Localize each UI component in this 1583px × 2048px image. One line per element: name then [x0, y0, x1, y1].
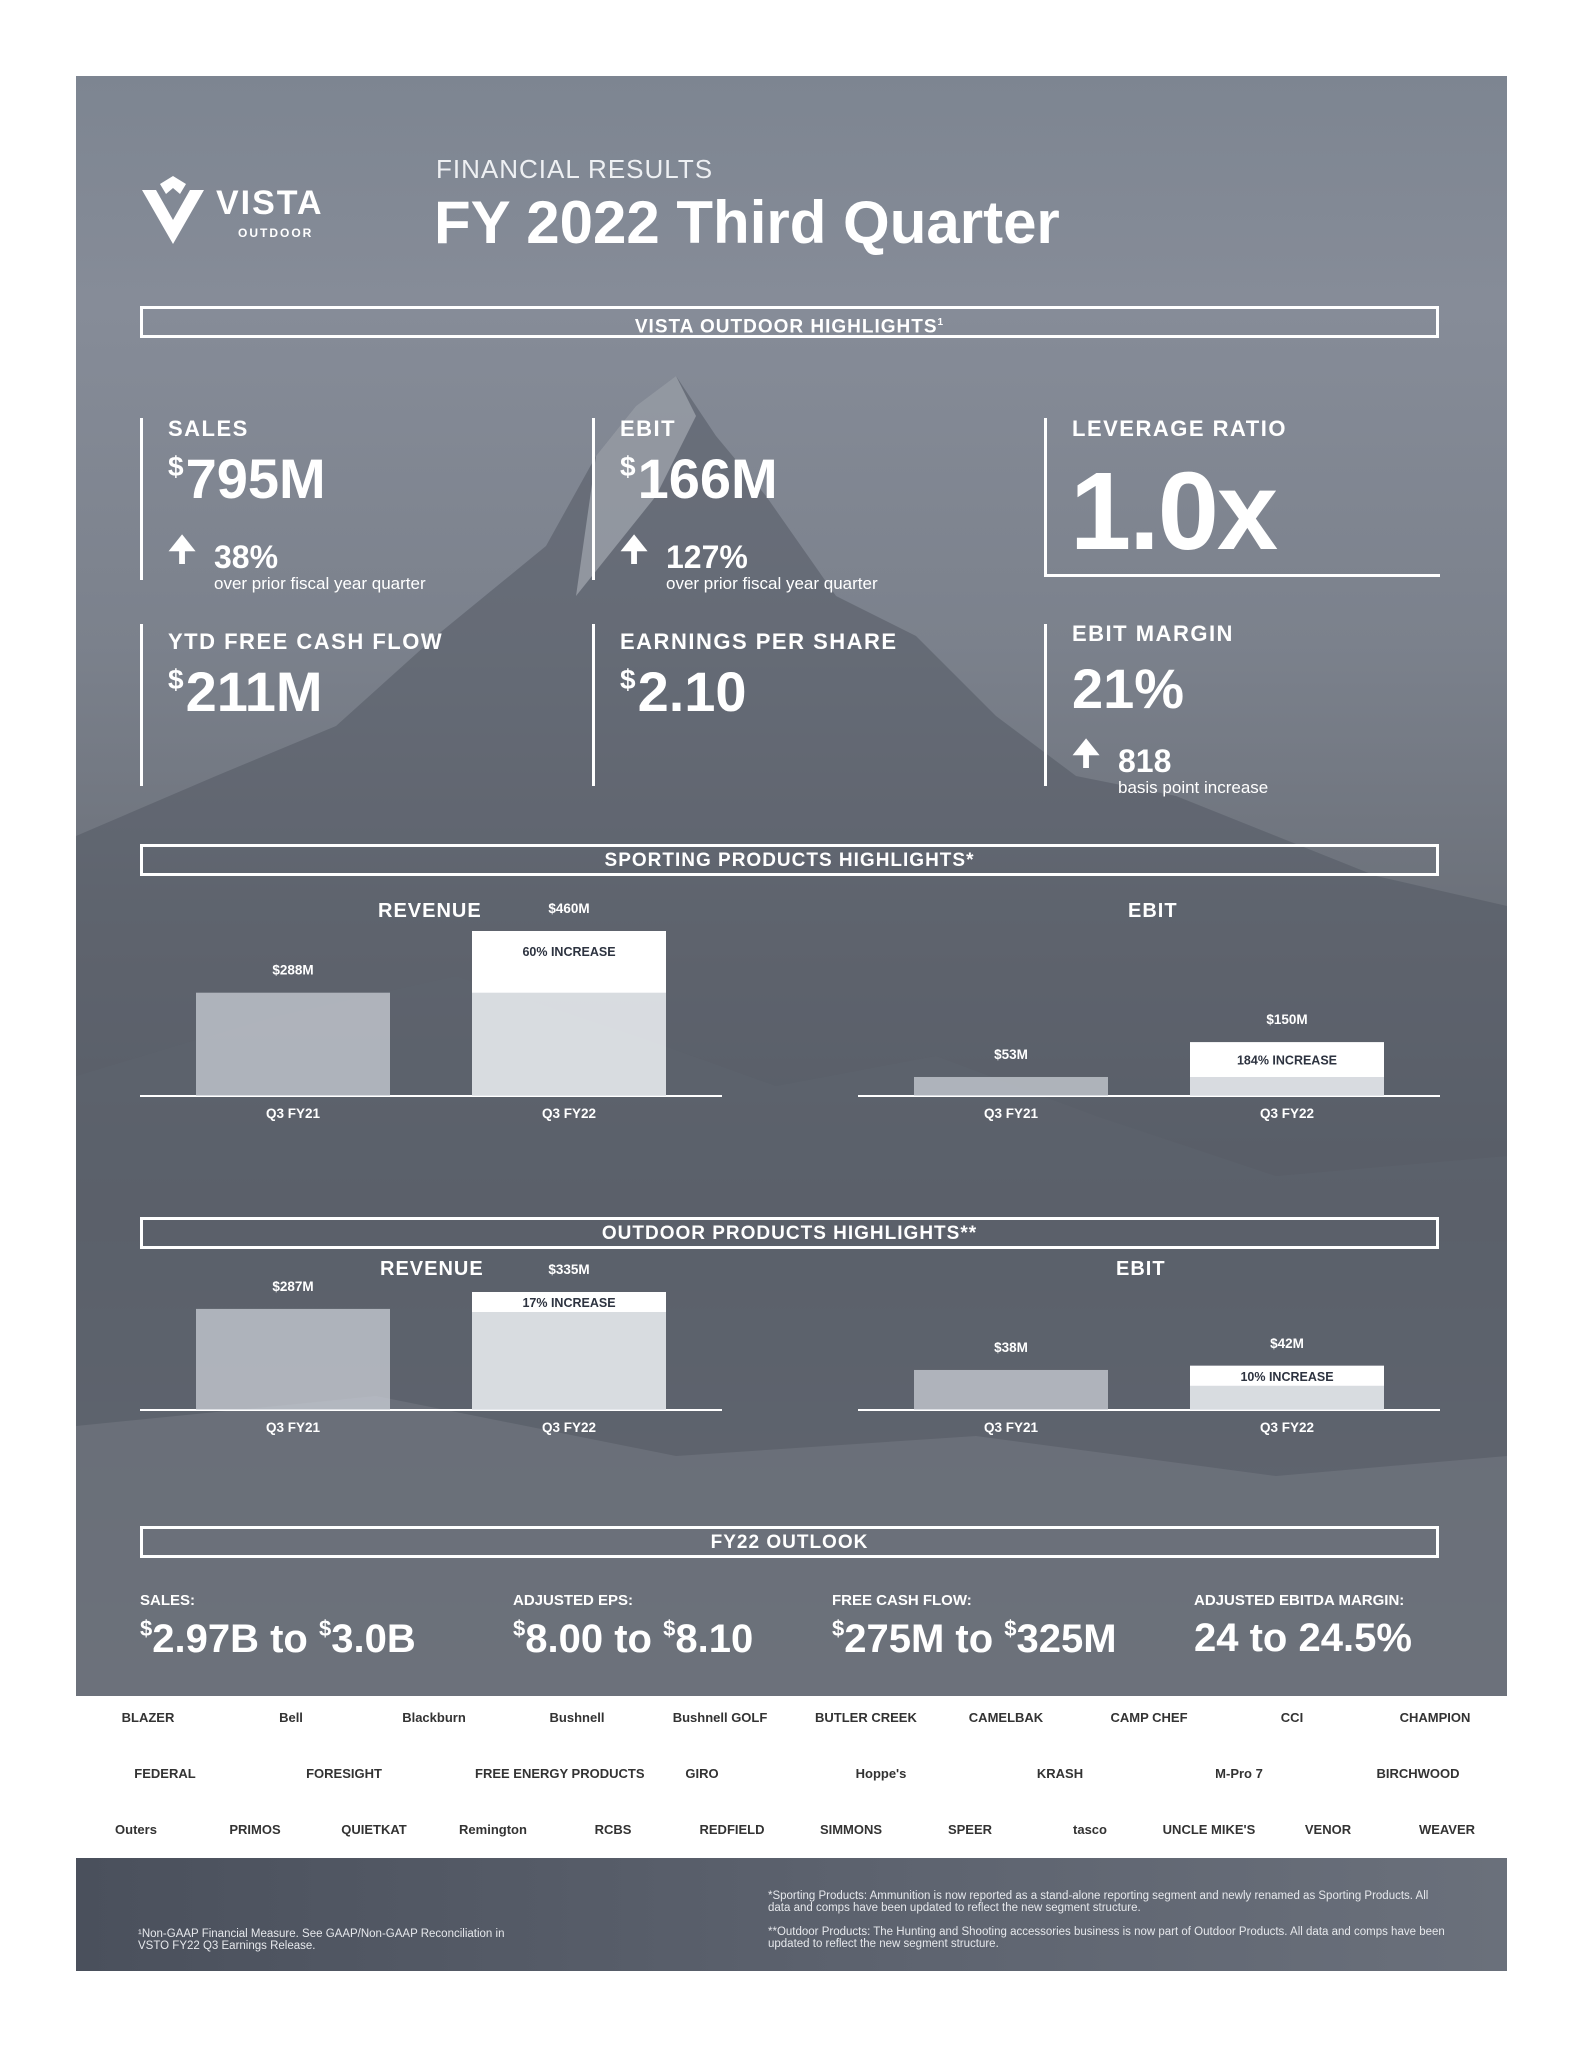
- sales-currency: $: [168, 451, 184, 482]
- increase-band: [472, 931, 666, 993]
- v2: 3.0B: [331, 1617, 416, 1661]
- category-label: Q3 FY22: [1259, 1106, 1315, 1121]
- to: to: [944, 1617, 1005, 1661]
- brand-logo: RCBS: [594, 1822, 632, 1837]
- outlook-fcf-value: [832, 1616, 1117, 1662]
- cur: $: [513, 1616, 526, 1641]
- brand-logo: SPEER: [947, 1822, 993, 1837]
- brand-logo: VENOR: [1304, 1822, 1352, 1837]
- fcf-label: YTD FREE CASH FLOW: [168, 629, 444, 654]
- bar-chart-svg: [858, 1280, 1440, 1440]
- v1: 8.00: [525, 1617, 604, 1661]
- divider-sales: [140, 418, 143, 580]
- brand-logo: BUTLER CREEK: [815, 1710, 917, 1725]
- highlights-banner-text: VISTA OUTDOOR HIGHLIGHTS: [634, 316, 938, 338]
- data-label: $38M: [994, 1339, 1028, 1355]
- outlook-sales-value: [140, 1616, 416, 1662]
- brand-logo: Bushnell GOLF: [672, 1710, 768, 1725]
- brand-logo: FREE ENERGY PRODUCTS: [475, 1766, 645, 1781]
- brand-logo: Bushnell: [549, 1710, 605, 1725]
- brand-logo: QUIETKAT: [341, 1822, 407, 1837]
- highlights-banner: [140, 306, 1439, 338]
- ebit-margin-label: EBIT MARGIN: [1072, 621, 1234, 646]
- cur: $: [1004, 1616, 1017, 1641]
- brand-logo: WEAVER: [1418, 1822, 1476, 1837]
- sales-label: SALES: [168, 416, 249, 441]
- outlook-fcf-label: FREE CASH FLOW:: [832, 1592, 972, 1609]
- bar-chart-svg: [858, 926, 1440, 1126]
- outlook-banner: FY22 OUTLOOK: [140, 1526, 1439, 1558]
- brand-logo: tasco: [1073, 1822, 1107, 1837]
- brand-logo: Bell: [279, 1710, 303, 1725]
- brand-logo: Outers: [115, 1822, 157, 1837]
- ebit-label: EBIT: [620, 416, 677, 441]
- data-label: $288M: [272, 962, 314, 978]
- data-label: $287M: [272, 1278, 314, 1294]
- footnote-nongaap: ¹Non-GAAP Financial Measure. See GAAP/Non-GAAP Reconciliation in VSTO FY22 Q3 Earnings Release.: [138, 1928, 505, 1952]
- bar: [196, 993, 390, 1096]
- brand-logo: FEDERAL: [134, 1766, 196, 1781]
- brand-logo: REDFIELD: [699, 1822, 765, 1837]
- outlook-ebitda-label: ADJUSTED EBITDA MARGIN:: [1194, 1592, 1405, 1609]
- footnote-sporting: *Sporting Products: Ammunition is now reported as a stand-alone reporting segment and newly renamed as Sporting Products. All data and comps have been updated to reflect the new segment structure.: [768, 1890, 1429, 1914]
- brand-logo: Remington: [459, 1822, 527, 1837]
- brand-logo: FORESIGHT: [306, 1766, 382, 1781]
- arrow-up-icon: 🠉: [620, 531, 649, 569]
- sporting-ebit-chart: [858, 926, 1440, 1126]
- outlook-eps-label: ADJUSTED EPS:: [513, 1592, 634, 1609]
- outdoor-revenue-title: REVENUE: [380, 1258, 484, 1280]
- divider-ebit: [592, 418, 595, 580]
- vista-logo: [138, 176, 368, 256]
- ebit-margin-value: 21%: [1072, 657, 1185, 720]
- to: to: [259, 1617, 319, 1661]
- bar: [914, 1077, 1108, 1096]
- to: to: [603, 1617, 664, 1661]
- brand-logo: CAMP CHEF: [1110, 1710, 1188, 1725]
- data-label: $42M: [1270, 1335, 1304, 1351]
- brand-logo: CAMELBAK: [968, 1710, 1044, 1725]
- ebit-currency: $: [620, 451, 636, 482]
- cur: $: [318, 1616, 332, 1641]
- divider-leverage: [1044, 418, 1047, 576]
- category-label: Q3 FY22: [541, 1420, 597, 1435]
- brand-logo: GIRO: [685, 1766, 719, 1781]
- brand-logo: BLAZER: [121, 1710, 175, 1725]
- ebit-margin-change: 818: [1118, 743, 1172, 779]
- cur: $: [832, 1616, 845, 1641]
- increase-label: 17% INCREASE: [522, 1296, 616, 1310]
- increase-label: 184% INCREASE: [1236, 1053, 1338, 1068]
- data-label: $460M: [548, 901, 590, 916]
- category-label: Q3 FY21: [265, 1106, 321, 1121]
- arrow-up-icon: 🠉: [168, 531, 197, 569]
- v2: 325M: [1016, 1617, 1117, 1661]
- brand-logo: UNCLE MIKE'S: [1162, 1822, 1256, 1837]
- ebit-amount: 166M: [637, 447, 778, 510]
- v1: 2.97B: [152, 1617, 259, 1661]
- brand-logo: CCI: [1280, 1710, 1304, 1725]
- fcf-amount: 211M: [185, 660, 323, 723]
- ebit-margin-change-note: basis point increase: [1118, 778, 1269, 797]
- mountain-shield-icon: [138, 176, 208, 246]
- sales-change-note: over prior fiscal year quarter: [214, 574, 426, 593]
- sales-change: 38%: [214, 539, 279, 575]
- sporting-banner: SPORTING PRODUCTS HIGHLIGHTS*: [140, 844, 1439, 876]
- eps-amount: 2.10: [637, 660, 747, 723]
- footer: [76, 1858, 1507, 1971]
- ebit-value: [620, 446, 778, 511]
- data-label: $335M: [548, 1262, 590, 1277]
- sporting-revenue-title: REVENUE: [378, 900, 482, 922]
- page-title: FY 2022 Third Quarter: [434, 189, 1060, 256]
- brand-logo: CHAMPION: [1399, 1710, 1471, 1725]
- eps-value: [620, 659, 747, 724]
- v1: 275M: [844, 1617, 945, 1661]
- divider-eps: [592, 624, 595, 786]
- outdoor-ebit-title: EBIT: [1116, 1258, 1166, 1280]
- data-label: $53M: [994, 1046, 1028, 1062]
- brand-subname: OUTDOOR: [238, 226, 314, 240]
- brand-logo: Hoppe's: [855, 1766, 907, 1781]
- brand-logo: KRASH: [1036, 1766, 1084, 1781]
- increase-label: 60% INCREASE: [522, 945, 616, 959]
- header-kicker: FINANCIAL RESULTS: [436, 154, 714, 184]
- cur: $: [663, 1616, 676, 1641]
- brand-logo: SIMMONS: [819, 1822, 883, 1837]
- outlook-sales-label: SALES:: [140, 1592, 196, 1609]
- brand-logo: BIRCHWOOD: [1376, 1766, 1460, 1781]
- category-label: Q3 FY22: [541, 1106, 597, 1121]
- brand-logo-strip: [76, 1696, 1507, 1858]
- ebit-change: 127%: [666, 539, 748, 575]
- sales-amount: 795M: [185, 447, 326, 510]
- outlook-ebitda-value: 24 to 24.5%: [1194, 1616, 1412, 1660]
- eps-label: EARNINGS PER SHARE: [620, 629, 898, 654]
- sporting-ebit-title: EBIT: [1128, 900, 1178, 922]
- cur: $: [140, 1616, 153, 1641]
- leverage-label: LEVERAGE RATIO: [1072, 416, 1287, 441]
- category-label: Q3 FY21: [983, 1106, 1039, 1121]
- divider-fcf: [140, 624, 143, 786]
- bar: [196, 1309, 390, 1410]
- sales-value: [168, 446, 326, 511]
- highlights-banner-note: 1: [937, 317, 945, 328]
- outdoor-banner: OUTDOOR PRODUCTS HIGHLIGHTS**: [140, 1217, 1439, 1249]
- outlook-eps-value: [513, 1616, 753, 1662]
- brand-logo: PRIMOS: [229, 1822, 281, 1837]
- data-label: $150M: [1266, 1012, 1308, 1028]
- ebit-change-note: over prior fiscal year quarter: [666, 574, 878, 593]
- footnote-outdoor: **Outdoor Products: The Hunting and Shooting accessories business is now part of Outdoor Products. All data and comps have been updated to reflect the new segment structure.: [768, 1926, 1445, 1950]
- leverage-value: 1.0x: [1070, 450, 1277, 573]
- brand-name: VISTA: [216, 184, 324, 222]
- v2: 8.10: [675, 1617, 754, 1661]
- brand-logo: Blackburn: [402, 1710, 466, 1725]
- increase-label: 10% INCREASE: [1240, 1369, 1334, 1384]
- brand-logo: M-Pro 7: [1215, 1766, 1263, 1781]
- divider-ebit-margin: [1044, 624, 1047, 786]
- bar: [914, 1370, 1108, 1410]
- outdoor-ebit-chart: [858, 1280, 1440, 1440]
- fcf-value: [168, 659, 323, 724]
- eps-currency: $: [620, 664, 636, 695]
- results-sheet: [76, 76, 1507, 1971]
- fcf-currency: $: [168, 664, 184, 695]
- category-label: Q3 FY21: [983, 1420, 1039, 1435]
- arrow-up-icon: 🠉: [1072, 735, 1101, 773]
- category-label: Q3 FY22: [1259, 1420, 1315, 1435]
- category-label: Q3 FY21: [265, 1420, 321, 1435]
